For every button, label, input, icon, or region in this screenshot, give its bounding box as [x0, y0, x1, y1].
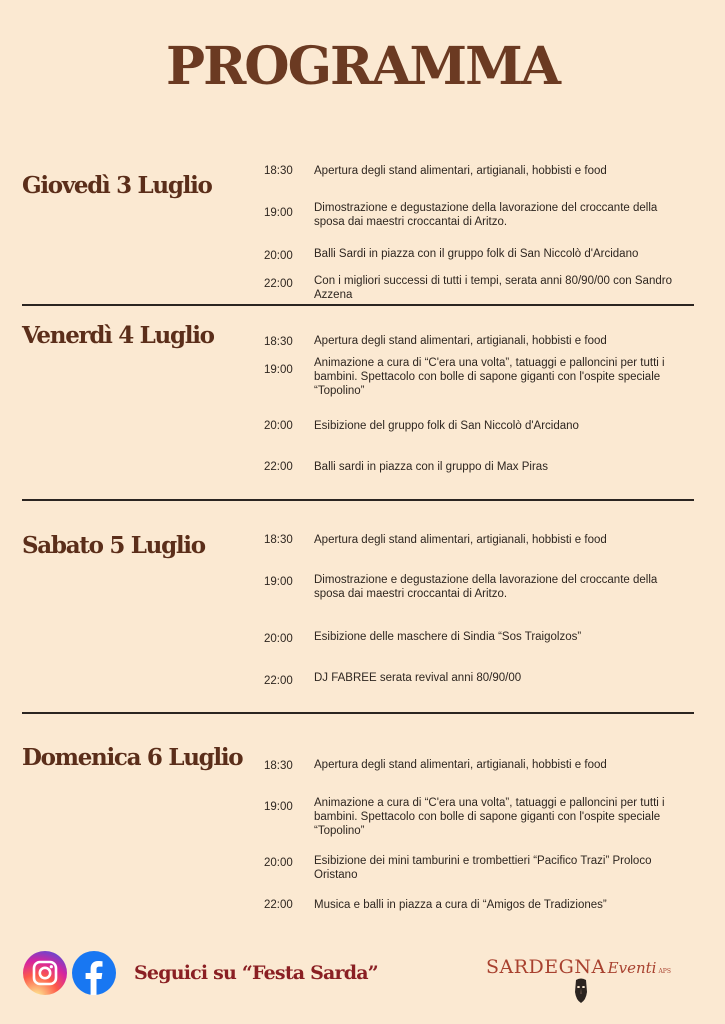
- brand-logo: [486, 956, 671, 978]
- event-time: 19:00: [264, 576, 293, 588]
- day-title: Venerdì 4 Luglio: [22, 322, 214, 349]
- instagram-icon[interactable]: [23, 951, 67, 995]
- page-title: PROGRAMMA: [165, 36, 560, 97]
- day-title: Domenica 6 Luglio: [22, 744, 243, 771]
- event-description: Apertura degli stand alimentari, artigianali, hobbisti e food: [314, 165, 607, 177]
- event-description: Balli sardi in piazza con il gruppo di Max Piras: [314, 461, 548, 473]
- event-description: Dimostrazione e degustazione della lavorazione del croccante della sposa dai maestri croccantai di Aritzo.: [314, 574, 658, 600]
- day-title: Sabato 5 Luglio: [22, 532, 205, 559]
- brand-suffix: APS: [658, 968, 671, 975]
- event-time: 18:30: [264, 760, 293, 772]
- event-time: 20:00: [264, 250, 293, 262]
- event-time: 22:00: [264, 675, 293, 687]
- event-time: 22:00: [264, 278, 293, 290]
- event-time: 22:00: [264, 899, 293, 911]
- event-time: 20:00: [264, 633, 293, 645]
- event-description: Con i migliori successi di tutti i tempi, serata anni 80/90/00 con Sandro Azzena: [314, 275, 672, 301]
- event-description: Musica e balli in piazza a cura di “Amigos de Tradiziones”: [314, 899, 607, 911]
- event-time: 20:00: [264, 857, 293, 869]
- event-time: 19:00: [264, 364, 293, 376]
- section-divider: [22, 304, 694, 306]
- brand-name: SARDEGNA: [486, 956, 606, 978]
- event-description: DJ FABREE serata revival anni 80/90/00: [314, 672, 522, 684]
- day-title: Giovedì 3 Luglio: [22, 172, 212, 199]
- section-divider: [22, 712, 694, 714]
- event-description: Apertura degli stand alimentari, artigianali, hobbisti e food: [314, 534, 607, 546]
- event-description: Apertura degli stand alimentari, artigianali, hobbisti e food: [314, 335, 607, 347]
- sardinian-mask-icon: [573, 978, 589, 1004]
- event-description: Esibizione del gruppo folk di San Niccolò d'Arcidano: [314, 420, 579, 432]
- brand-script: Eventi: [607, 959, 657, 977]
- event-time: 18:30: [264, 534, 293, 546]
- event-time: 19:00: [264, 801, 293, 813]
- section-divider: [22, 499, 694, 501]
- event-description: Esibizione delle maschere di Sindia “Sos Traigolzos”: [314, 631, 582, 643]
- event-time: 22:00: [264, 461, 293, 473]
- event-time: 19:00: [264, 207, 293, 219]
- event-description: Balli Sardi in piazza con il gruppo folk di San Niccolò d'Arcidano: [314, 248, 639, 260]
- event-description: Animazione a cura di “C'era una volta”, tatuaggi e palloncini per tutti i bambini. Spettacolo con bolle di sapone giganti con l'ospite speciale “Topolino”: [314, 357, 665, 397]
- follow-us-text: Seguici su “Festa Sarda”: [134, 962, 378, 984]
- event-description: Dimostrazione e degustazione della lavorazione del croccante della sposa dai maestri croccantai di Aritzo.: [314, 202, 658, 228]
- event-time: 18:30: [264, 336, 293, 348]
- event-time: 20:00: [264, 420, 293, 432]
- event-description: Animazione a cura di “C'era una volta”, tatuaggi e palloncini per tutti i bambini. Spettacolo con bolle di sapone giganti con l'ospite speciale “Topolino”: [314, 797, 665, 837]
- event-time: 18:30: [264, 165, 293, 177]
- facebook-icon[interactable]: [72, 951, 116, 995]
- event-description: Esibizione dei mini tamburini e trombettieri “Pacifico Trazi” Proloco Oristano: [314, 855, 652, 881]
- event-description: Apertura degli stand alimentari, artigianali, hobbisti e food: [314, 759, 607, 771]
